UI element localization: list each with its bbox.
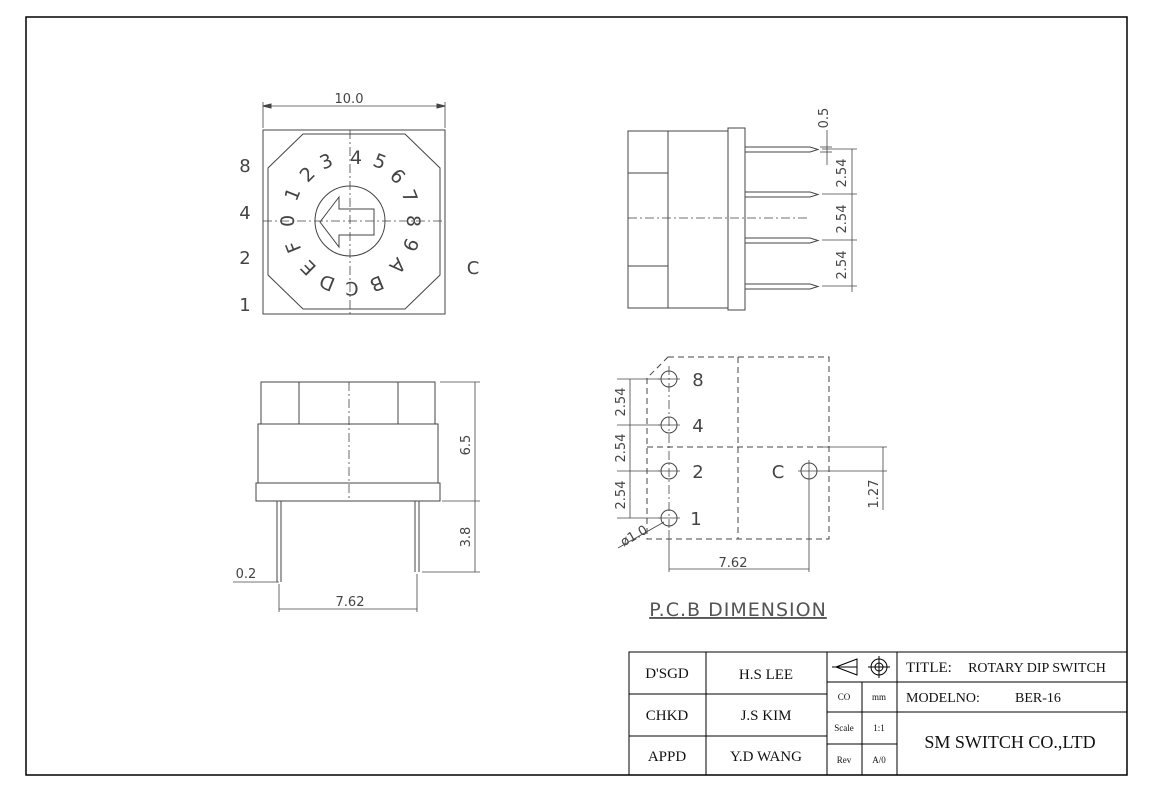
dial-char-D: D: [316, 269, 339, 296]
side-view: [628, 128, 857, 310]
pcb-offset-dim: 1.27: [867, 479, 882, 509]
side-pitch-dim: 0.5: [817, 107, 832, 129]
top-pin-labels: [239, 156, 250, 316]
projection-symbol-icon: [832, 656, 890, 678]
dial-char-3: 3: [316, 149, 337, 175]
front-view: [233, 382, 480, 612]
dial-char-C: C: [345, 277, 359, 299]
dial-char-6: 6: [385, 164, 410, 189]
pcb-width-dim: 7.62: [718, 556, 748, 571]
pcb-hole-dim: ø1.0: [618, 522, 651, 551]
unit-value: mm: [871, 692, 887, 702]
top-pin-label-2: 2: [239, 248, 251, 269]
pcb-caption: P.C.B DIMENSION: [649, 599, 827, 621]
scale-label: Scale: [834, 723, 854, 733]
model-value: BER-16: [1015, 691, 1061, 706]
designed-label: D'SGD: [645, 666, 689, 682]
pcb-pin-label-2: 2: [692, 462, 704, 483]
pcb-pin-label-1: 1: [690, 509, 702, 530]
title-label: TITLE:: [906, 660, 952, 676]
front-pin-width-dim: 0.2: [235, 567, 257, 582]
side-spacing-dim-2: 2.54: [835, 204, 850, 234]
dial-char-4: 4: [349, 147, 363, 169]
dial-char-8: 8: [402, 214, 424, 228]
front-pin-spacing-dim: 7.62: [335, 595, 365, 610]
top-pin-label-4: 4: [239, 203, 251, 224]
approved-by: Y.D WANG: [730, 749, 802, 765]
top-pin-label-1: 1: [239, 295, 251, 316]
model-label: MODELNO:: [906, 691, 980, 706]
top-pin-label-8: 8: [239, 156, 251, 177]
top-common-label: C: [466, 258, 480, 279]
checked-by: J.S KIM: [740, 708, 792, 724]
approved-label: APPD: [647, 749, 687, 765]
top-width-dim: 10.0: [334, 92, 364, 107]
dial-char-1: 1: [280, 184, 306, 205]
material-value: CO: [837, 692, 851, 702]
side-spacing-dim-3: 2.54: [835, 250, 850, 280]
checked-label: CHKD: [645, 708, 689, 724]
pcb-spacing-dim-3: 2.54: [614, 480, 629, 510]
title-value: ROTARY DIP SWITCH: [968, 661, 1106, 676]
pcb-common-label: C: [771, 462, 785, 483]
dial-char-5: 5: [369, 149, 390, 175]
rotary-dial-characters: [277, 147, 424, 299]
rev-value: A/0: [872, 755, 886, 765]
scale-value: 1:1: [873, 723, 885, 733]
dial-char-B: B: [366, 270, 387, 296]
dial-char-9: 9: [397, 234, 423, 255]
designed-by: H.S LEE: [738, 667, 794, 683]
company-name: SM SWITCH CO.,LTD: [924, 732, 1096, 752]
dial-char-2: 2: [295, 162, 320, 187]
pcb-spacing-dim-2: 2.54: [614, 433, 629, 463]
sheet-border: [26, 17, 1127, 775]
pcb-pin-label-4: 4: [692, 416, 704, 437]
pcb-pin-labels: [690, 370, 703, 530]
dial-char-E: E: [296, 255, 321, 280]
pcb-pin-label-8: 8: [692, 370, 704, 391]
pcb-view: [617, 357, 887, 572]
front-height-dim: 6.5: [459, 434, 474, 456]
rev-label: Rev: [836, 755, 852, 765]
dial-char-0: 0: [277, 214, 299, 228]
dial-char-F: F: [281, 237, 307, 256]
pcb-spacing-dim-1: 2.54: [614, 387, 629, 417]
dial-char-A: A: [384, 252, 410, 278]
side-spacing-dim-1: 2.54: [835, 158, 850, 188]
front-pin-length-dim: 3.8: [459, 526, 474, 548]
dial-char-7: 7: [396, 186, 422, 207]
